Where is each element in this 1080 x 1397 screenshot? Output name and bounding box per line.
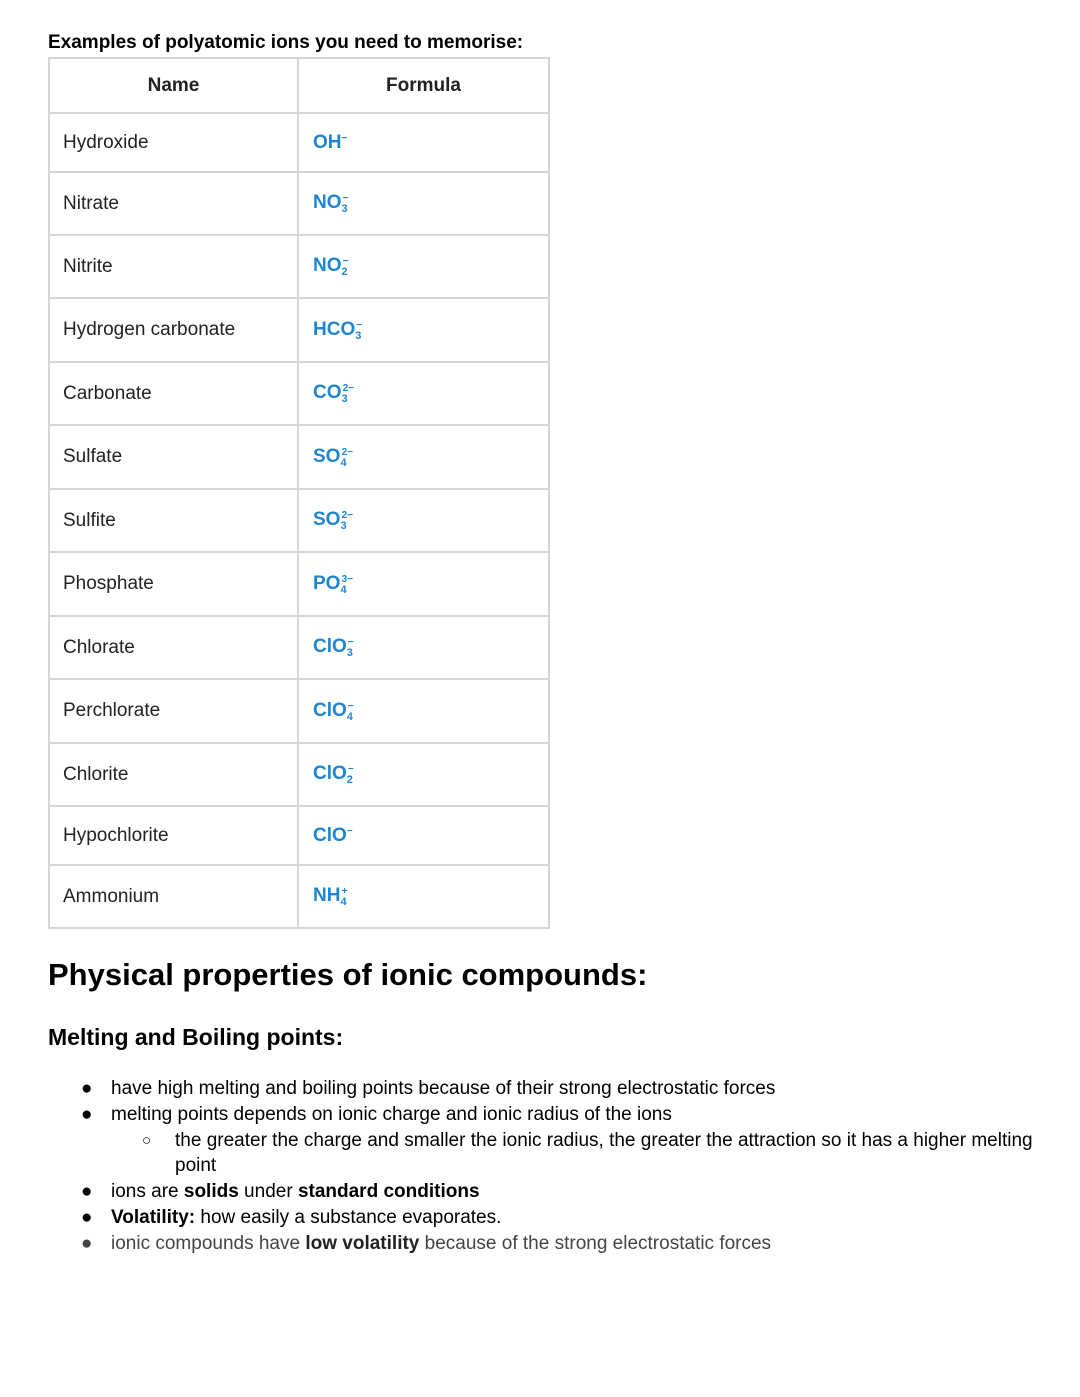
ion-formula (298, 865, 549, 928)
formula-charge: − (347, 700, 354, 712)
table-row (49, 298, 549, 362)
bullet-icon: ● (81, 1103, 93, 1125)
ion-formula (298, 298, 549, 362)
ion-name: Hydroxide (49, 113, 298, 172)
ion-formula (298, 743, 549, 806)
formula-base: ClO (313, 636, 347, 657)
table-row (49, 235, 549, 298)
table-row (49, 679, 549, 743)
formula-subscript: 2 (346, 774, 353, 786)
ion-name: Perchlorate (49, 679, 298, 743)
formula-subscript: 4 (340, 456, 347, 469)
formula-charge: − (347, 764, 354, 775)
text: ions are (111, 1181, 184, 1203)
formula-subscript: 4 (340, 583, 347, 596)
ion-formula (298, 616, 549, 679)
table-row (49, 552, 549, 616)
bullet-item (48, 1205, 1048, 1231)
bullet-icon: ● (81, 1181, 93, 1203)
ion-name: Hydrogen carbonate (49, 298, 298, 362)
ion-name: Ammonium (49, 865, 298, 928)
text: under (238, 1181, 298, 1203)
formula-charge: 2− (342, 383, 355, 394)
section-title: Physical properties of ionic compounds: (48, 957, 648, 992)
formula-subscript: 3 (341, 393, 348, 405)
bullet-item (48, 1076, 1048, 1102)
formula-charge: − (342, 256, 349, 267)
formula-base: NH (313, 885, 341, 906)
ion-formula (298, 679, 549, 743)
formula-subscript: 4 (340, 896, 347, 908)
formula-charge: + (341, 886, 348, 897)
table-row (49, 743, 549, 806)
ion-name: Chlorite (49, 743, 298, 806)
ion-formula (298, 552, 549, 616)
formula-subscript: 3 (341, 203, 348, 215)
formula-base: ClO (313, 763, 347, 784)
polyatomic-ions-table (48, 57, 550, 929)
text: ionic compounds have (111, 1232, 306, 1254)
ion-name: Carbonate (49, 362, 298, 425)
formula-subscript: 3 (346, 647, 353, 659)
formula-base: NO (313, 255, 342, 276)
table-row (49, 489, 549, 552)
table-header-row (49, 58, 549, 113)
ion-name: Phosphate (49, 552, 298, 616)
formula-charge: − (342, 193, 349, 204)
table-caption: Examples of polyatomic ions you need to memorise: (48, 32, 524, 53)
table-row (49, 865, 549, 928)
bold-text: low volatility (305, 1232, 420, 1254)
formula-charge: 2− (341, 510, 353, 521)
text: melting points depends on ionic charge and ionic radius of the ions (111, 1103, 672, 1125)
formula-subscript: 3 (340, 520, 347, 532)
bold-text: solids (183, 1181, 239, 1203)
formula-base: CO (313, 382, 342, 403)
ion-formula (298, 172, 549, 235)
ion-formula (298, 806, 549, 865)
formula-base: ClO (313, 699, 347, 721)
bullet-icon: ● (81, 1206, 93, 1228)
ion-formula (298, 235, 549, 298)
text: how easily a substance evaporates. (195, 1206, 502, 1228)
formula-charge: − (347, 637, 354, 648)
table-row (49, 172, 549, 235)
formula-charge: 3− (341, 573, 353, 585)
bullet-icon: ● (81, 1078, 93, 1099)
formula-base: OH (313, 131, 342, 153)
ion-name: Sulfite (49, 489, 298, 552)
ion-name: Nitrite (49, 235, 298, 298)
table-row (49, 425, 549, 489)
text: have high melting and boiling points because of their strong electrostatic forces (111, 1078, 776, 1099)
bullet-icon: ● (81, 1232, 93, 1254)
column-header-formula: Formula (298, 58, 549, 113)
table-row (49, 616, 549, 679)
formula-base: NO (313, 192, 342, 213)
ion-name: Chlorate (49, 616, 298, 679)
ion-formula (298, 113, 549, 172)
bold-text: Volatility: (111, 1206, 196, 1228)
text: because of the strong electrostatic forces (419, 1232, 772, 1254)
formula-charge: − (356, 319, 363, 331)
formula-charge: − (341, 132, 348, 144)
bold-text: standard conditions (297, 1181, 480, 1203)
bullet-list (48, 1076, 1048, 1257)
ion-formula (298, 362, 549, 425)
formula-base: PO (313, 572, 341, 594)
ion-name: Nitrate (49, 172, 298, 235)
ion-name: Sulfate (49, 425, 298, 489)
formula-subscript: 3 (355, 329, 362, 342)
subsection-title: Melting and Boiling points: (48, 1024, 344, 1050)
hollow-bullet-icon: ○ (142, 1131, 152, 1149)
formula-subscript: 4 (346, 710, 353, 723)
ion-formula (298, 425, 549, 489)
column-header-name: Name (49, 58, 298, 113)
formula-charge: 2− (341, 446, 353, 458)
formula-base: SO (313, 509, 341, 530)
ion-formula (298, 489, 549, 552)
text: the greater the charge and smaller the ionic radius, the greater the attraction so it has a higher melting point (175, 1129, 1033, 1177)
formula-subscript: 2 (341, 266, 348, 278)
formula-base: SO (313, 445, 341, 467)
bullet-item (48, 1179, 1048, 1205)
bullet-item (48, 1102, 1048, 1128)
table-row (49, 113, 549, 172)
formula-charge: − (346, 825, 353, 837)
table-row (49, 806, 549, 865)
formula-base: ClO (313, 824, 347, 846)
formula-base: HCO (313, 318, 356, 340)
bullet-item (48, 1231, 1048, 1257)
table-body (49, 113, 549, 928)
ion-name: Hypochlorite (49, 806, 298, 865)
table-row (49, 362, 549, 425)
sub-bullet-item (48, 1128, 1048, 1180)
